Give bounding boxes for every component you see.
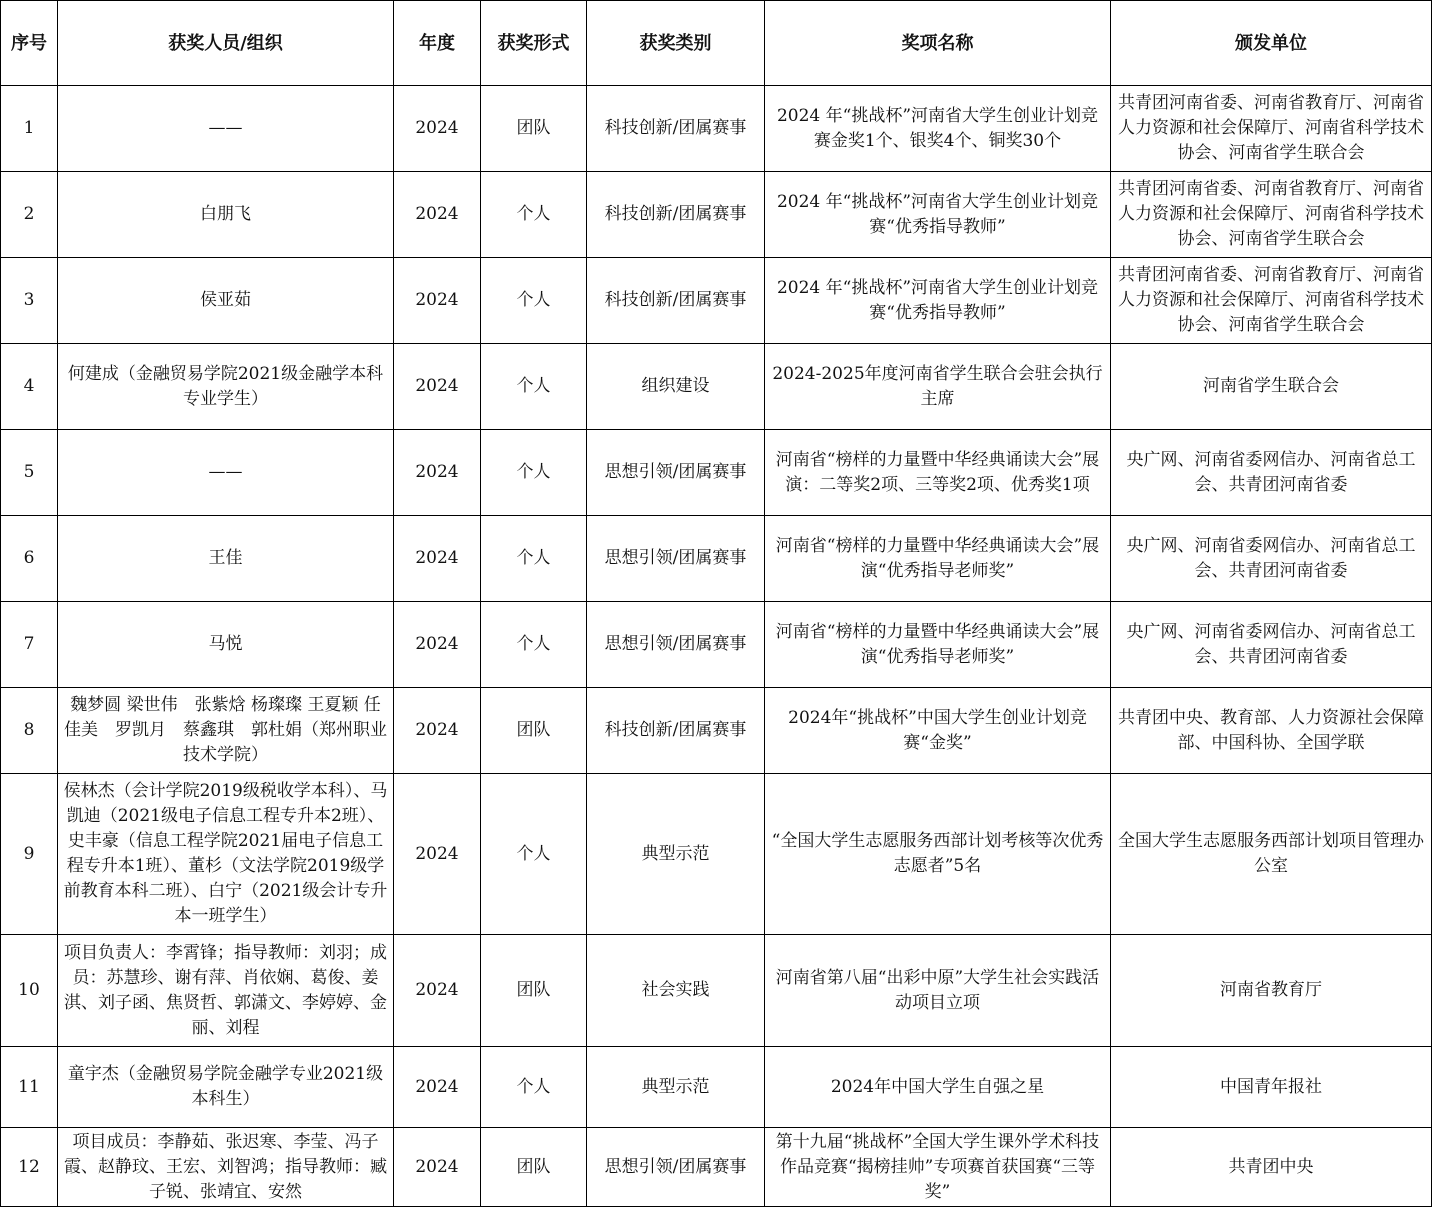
- cell-category: 社会实践: [587, 935, 765, 1047]
- cell-category: 科技创新/团属赛事: [587, 688, 765, 774]
- table-row: [1, 935, 1432, 1047]
- cell-no: 8: [1, 688, 58, 774]
- cell-category: 思想引领/团属赛事: [587, 430, 765, 516]
- cell-winner: 魏梦圆 梁世伟 张紫焓 杨璨璨 王夏颖 任佳美 罗凯月 蔡鑫琪 郭杜娟（郑州职业技术学院）: [58, 688, 394, 774]
- cell-issuer: 共青团中央: [1111, 1128, 1432, 1207]
- cell-winner: 项目成员：李静茹、张迟寒、李莹、冯子霞、赵静玟、王宏、刘智鸿；指导教师：臧子锐、张靖宜、安然: [58, 1128, 394, 1207]
- cell-form: 团队: [481, 935, 587, 1047]
- table-row: [1, 516, 1432, 602]
- cell-no: 7: [1, 602, 58, 688]
- cell-year: 2024: [394, 172, 481, 258]
- header-award: 奖项名称: [765, 1, 1111, 86]
- cell-year: 2024: [394, 688, 481, 774]
- cell-no: 2: [1, 172, 58, 258]
- table-row: [1, 258, 1432, 344]
- cell-winner: 项目负责人：李霄锋；指导教师：刘羽；成员：苏慧珍、谢有萍、肖依娴、葛俊、姜淇、刘子函、焦贤哲、郭潇文、李婷婷、金丽、刘程: [58, 935, 394, 1047]
- cell-form: 个人: [481, 1047, 587, 1128]
- cell-issuer: 共青团河南省委、河南省教育厅、河南省人力资源和社会保障厅、河南省科学技术协会、河南省学生联合会: [1111, 86, 1432, 172]
- cell-form: 个人: [481, 602, 587, 688]
- table-row: [1, 86, 1432, 172]
- cell-winner: 白朋飞: [58, 172, 394, 258]
- cell-category: 思想引领/团属赛事: [587, 602, 765, 688]
- cell-no: 4: [1, 344, 58, 430]
- cell-award: 河南省第八届“出彩中原”大学生社会实践活动项目立项: [765, 935, 1111, 1047]
- cell-issuer: 共青团中央、教育部、人力资源社会保障部、中国科协、全国学联: [1111, 688, 1432, 774]
- table-row: [1, 688, 1432, 774]
- cell-form: 个人: [481, 516, 587, 602]
- cell-issuer: 共青团河南省委、河南省教育厅、河南省人力资源和社会保障厅、河南省科学技术协会、河南省学生联合会: [1111, 258, 1432, 344]
- cell-form: 团队: [481, 86, 587, 172]
- cell-year: 2024: [394, 1128, 481, 1207]
- cell-year: 2024: [394, 602, 481, 688]
- cell-no: 1: [1, 86, 58, 172]
- table-row: [1, 344, 1432, 430]
- cell-year: 2024: [394, 774, 481, 935]
- cell-issuer: 央广网、河南省委网信办、河南省总工会、共青团河南省委: [1111, 430, 1432, 516]
- cell-year: 2024: [394, 258, 481, 344]
- cell-winner: 马悦: [58, 602, 394, 688]
- cell-no: 12: [1, 1128, 58, 1207]
- cell-no: 9: [1, 774, 58, 935]
- cell-award: 2024 年“挑战杯”河南省大学生创业计划竞赛“优秀指导教师”: [765, 258, 1111, 344]
- cell-winner: 侯亚茹: [58, 258, 394, 344]
- header-no: 序号: [1, 1, 58, 86]
- cell-form: 个人: [481, 344, 587, 430]
- cell-award: 2024 年“挑战杯”河南省大学生创业计划竞赛“优秀指导教师”: [765, 172, 1111, 258]
- cell-category: 科技创新/团属赛事: [587, 172, 765, 258]
- cell-category: 典型示范: [587, 774, 765, 935]
- cell-form: 个人: [481, 430, 587, 516]
- cell-form: 团队: [481, 688, 587, 774]
- cell-category: 典型示范: [587, 1047, 765, 1128]
- table-row: [1, 774, 1432, 935]
- table-row: [1, 430, 1432, 516]
- cell-form: 个人: [481, 258, 587, 344]
- cell-category: 组织建设: [587, 344, 765, 430]
- cell-award: 2024 年“挑战杯”河南省大学生创业计划竞赛金奖1个、银奖4个、铜奖30个: [765, 86, 1111, 172]
- cell-issuer: 央广网、河南省委网信办、河南省总工会、共青团河南省委: [1111, 516, 1432, 602]
- cell-award: “全国大学生志愿服务西部计划考核等次优秀志愿者”5名: [765, 774, 1111, 935]
- table-row: [1, 602, 1432, 688]
- cell-issuer: 河南省学生联合会: [1111, 344, 1432, 430]
- cell-issuer: 河南省教育厅: [1111, 935, 1432, 1047]
- cell-award: 2024-2025年度河南省学生联合会驻会执行主席: [765, 344, 1111, 430]
- header-issuer: 颁发单位: [1111, 1, 1432, 86]
- cell-winner: 侯林杰（会计学院2019级税收学本科）、马凯迪（2021级电子信息工程专升本2班）、史丰豪（信息工程学院2021届电子信息工程专升本1班）、董杉（文法学院2019级学前教育本科二班）、白宁（2021级会计专升本一班学生）: [58, 774, 394, 935]
- cell-winner: ——: [58, 86, 394, 172]
- cell-no: 11: [1, 1047, 58, 1128]
- cell-winner: 童宇杰（金融贸易学院金融学专业2021级本科生）: [58, 1047, 394, 1128]
- cell-award: 2024年中国大学生自强之星: [765, 1047, 1111, 1128]
- cell-issuer: 央广网、河南省委网信办、河南省总工会、共青团河南省委: [1111, 602, 1432, 688]
- cell-no: 5: [1, 430, 58, 516]
- cell-award: 河南省“榜样的力量暨中华经典诵读大会”展演“优秀指导老师奖”: [765, 516, 1111, 602]
- cell-year: 2024: [394, 1047, 481, 1128]
- cell-winner: ——: [58, 430, 394, 516]
- cell-category: 思想引领/团属赛事: [587, 516, 765, 602]
- table-row: [1, 1047, 1432, 1128]
- header-winner: 获奖人员/组织: [58, 1, 394, 86]
- cell-year: 2024: [394, 86, 481, 172]
- header-form: 获奖形式: [481, 1, 587, 86]
- cell-no: 10: [1, 935, 58, 1047]
- cell-no: 6: [1, 516, 58, 602]
- cell-award: 河南省“榜样的力量暨中华经典诵读大会”展演“优秀指导老师奖”: [765, 602, 1111, 688]
- cell-form: 个人: [481, 172, 587, 258]
- cell-winner: 王佳: [58, 516, 394, 602]
- cell-issuer: 全国大学生志愿服务西部计划项目管理办公室: [1111, 774, 1432, 935]
- header-row: [1, 1, 1432, 86]
- cell-no: 3: [1, 258, 58, 344]
- cell-issuer: 中国青年报社: [1111, 1047, 1432, 1128]
- cell-category: 科技创新/团属赛事: [587, 258, 765, 344]
- cell-year: 2024: [394, 430, 481, 516]
- table-row: [1, 1128, 1432, 1207]
- cell-winner: 何建成（金融贸易学院2021级金融学本科专业学生）: [58, 344, 394, 430]
- cell-award: 河南省“榜样的力量暨中华经典诵读大会”展演：二等奖2项、三等奖2项、优秀奖1项: [765, 430, 1111, 516]
- cell-category: 科技创新/团属赛事: [587, 86, 765, 172]
- cell-issuer: 共青团河南省委、河南省教育厅、河南省人力资源和社会保障厅、河南省科学技术协会、河南省学生联合会: [1111, 172, 1432, 258]
- cell-year: 2024: [394, 344, 481, 430]
- cell-form: 团队: [481, 1128, 587, 1207]
- cell-year: 2024: [394, 935, 481, 1047]
- header-year: 年度: [394, 1, 481, 86]
- cell-year: 2024: [394, 516, 481, 602]
- cell-award: 2024年“挑战杯”中国大学生创业计划竞赛“金奖”: [765, 688, 1111, 774]
- cell-form: 个人: [481, 774, 587, 935]
- table-row: [1, 172, 1432, 258]
- header-category: 获奖类别: [587, 1, 765, 86]
- cell-category: 思想引领/团属赛事: [587, 1128, 765, 1207]
- cell-award: 第十九届“挑战杯”全国大学生课外学术科技作品竞赛“揭榜挂帅”专项赛首获国赛“三等奖”: [765, 1128, 1111, 1207]
